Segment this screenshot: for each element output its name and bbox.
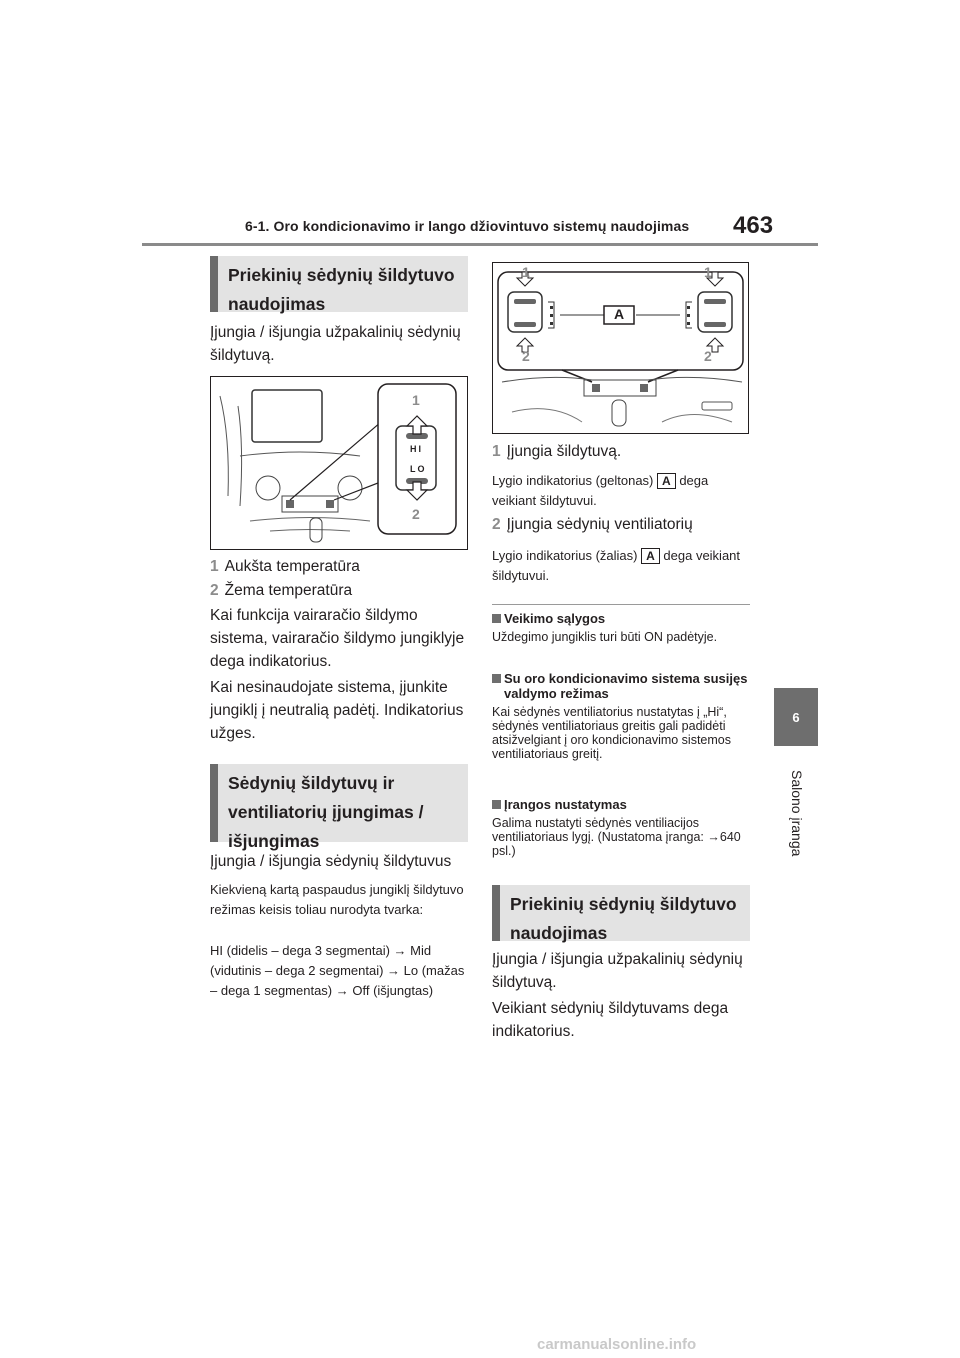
watermark-text: carmanualsonline.info bbox=[537, 1336, 697, 1353]
callout-label-1: 1 bbox=[412, 392, 420, 408]
note-body: Galima nustatyti sėdynės ventiliacijos ventiliatoriaus lygį. (Nustatoma įranga: →640 psl.) bbox=[492, 816, 741, 858]
list-item bbox=[492, 440, 750, 463]
callout-label-2-right: 2 bbox=[704, 348, 712, 364]
note-text: Lygio indikatorius (geltonas) bbox=[492, 473, 654, 488]
chapter-tab[interactable] bbox=[774, 688, 818, 746]
paragraph: Kai nesinaudojate sistema, įjunkite jungiklį į neutralią padėtį. Indikatorius užges. bbox=[210, 679, 464, 742]
list-item bbox=[210, 555, 468, 578]
note-text: dega veikiant šildytuvui. bbox=[492, 473, 709, 508]
paragraph: Veikiant sėdynių šildytuvams dega indikatorius. bbox=[492, 1000, 729, 1040]
callout-label-2: 2 bbox=[412, 506, 420, 522]
note-block bbox=[492, 671, 750, 761]
item-number: 1 bbox=[210, 558, 219, 575]
note-block bbox=[492, 797, 750, 858]
paragraph: Įjungia / išjungia užpakalinių sėdynių šildytuvą. bbox=[492, 951, 743, 991]
indicator-note bbox=[492, 546, 750, 586]
note-title: Veikimo sąlygos bbox=[492, 611, 750, 626]
note-block bbox=[492, 611, 750, 644]
note-body: Uždegimo jungiklis turi būti ON padėtyje. bbox=[492, 630, 718, 644]
callout-label-1-left: 1 bbox=[522, 264, 530, 280]
square-bullet-icon bbox=[492, 800, 501, 809]
list-item bbox=[492, 513, 750, 536]
intro-text: Įjungia / išjungia sėdynių šildytuvus bbox=[210, 853, 452, 870]
square-bullet-icon bbox=[492, 674, 501, 683]
section-heading-front-seat-heater: Priekinių sėdynių šildytuvo naudojimas bbox=[210, 256, 468, 312]
note-text: Lygio indikatorius (žalias) bbox=[492, 548, 638, 563]
callout-label-1-right: 1 bbox=[704, 264, 712, 280]
hi-label: HI bbox=[410, 444, 423, 454]
note-title: Įrangos nustatymas bbox=[492, 797, 750, 812]
item-number: 2 bbox=[210, 582, 219, 599]
lo-label: LO bbox=[410, 464, 427, 474]
note-title: Su oro kondicionavimo sistema susijęs valdymo režimas bbox=[492, 671, 750, 701]
steering-heater-figure bbox=[210, 376, 468, 550]
header-rule bbox=[142, 243, 818, 246]
section-heading-front-seat-heater-2: Priekinių sėdynių šildytuvo naudojimas bbox=[492, 885, 750, 941]
indicator-note bbox=[492, 471, 750, 511]
paragraph: Kiekvieną kartą paspaudus jungiklį šildytuvo režimas keisis toliau nurodyta tvarka: bbox=[210, 882, 464, 917]
section-title: 6-1. Oro kondicionavimo ir lango džiovintuvo sistemų naudojimas bbox=[245, 218, 690, 234]
item-text: Įjungia šildytuvą. bbox=[506, 443, 622, 460]
dashboard-illustration bbox=[210, 376, 468, 550]
item-number: 2 bbox=[492, 516, 501, 533]
paragraph: Kai funkcija vairaračio šildymo sistema, vairaračio šildymo jungiklyje dega indikatorius. bbox=[210, 607, 465, 670]
item-text: Aukšta temperatūra bbox=[224, 558, 360, 575]
square-bullet-icon bbox=[492, 614, 501, 623]
note-body: Kai sėdynės ventiliatorius nustatytas į „Hi“, sėdynės ventiliatoriaus greitis gali padidėti atsižvelgiant į oro kondicionavimo sistemos ventiliatoriaus greitį. bbox=[492, 705, 731, 761]
item-text: Įjungia sėdynių ventiliatorių bbox=[506, 516, 693, 533]
callout-label-2-left: 2 bbox=[522, 348, 530, 364]
label-box-a: A bbox=[657, 473, 676, 489]
intro-text: Įjungia / išjungia užpakalinių sėdynių šildytuvą. bbox=[210, 324, 461, 364]
seat-switch-figure bbox=[492, 262, 749, 434]
paragraph: HI (didelis – dega 3 segmentai) → Mid (vidutinis – dega 2 segmentai) → Lo (mažas – dega 1 segmentas) → Off (išjungtas) bbox=[210, 943, 465, 998]
chapter-number: 6 bbox=[792, 709, 800, 725]
note-text: dega veikiant šildytuvui. bbox=[492, 548, 741, 583]
item-number: 1 bbox=[492, 443, 501, 460]
section-heading-seat-heaters-fans: Sėdynių šildytuvų ir ventiliatorių įjungimas / išjungimas bbox=[210, 764, 468, 842]
label-box-a: A bbox=[641, 548, 660, 564]
item-text: Žema temperatūra bbox=[224, 582, 353, 599]
list-item bbox=[210, 579, 468, 602]
page-number: 463 bbox=[733, 212, 774, 239]
callout-label-a: A bbox=[614, 306, 625, 322]
chapter-label: Salono įranga bbox=[789, 770, 805, 857]
divider bbox=[492, 604, 750, 605]
